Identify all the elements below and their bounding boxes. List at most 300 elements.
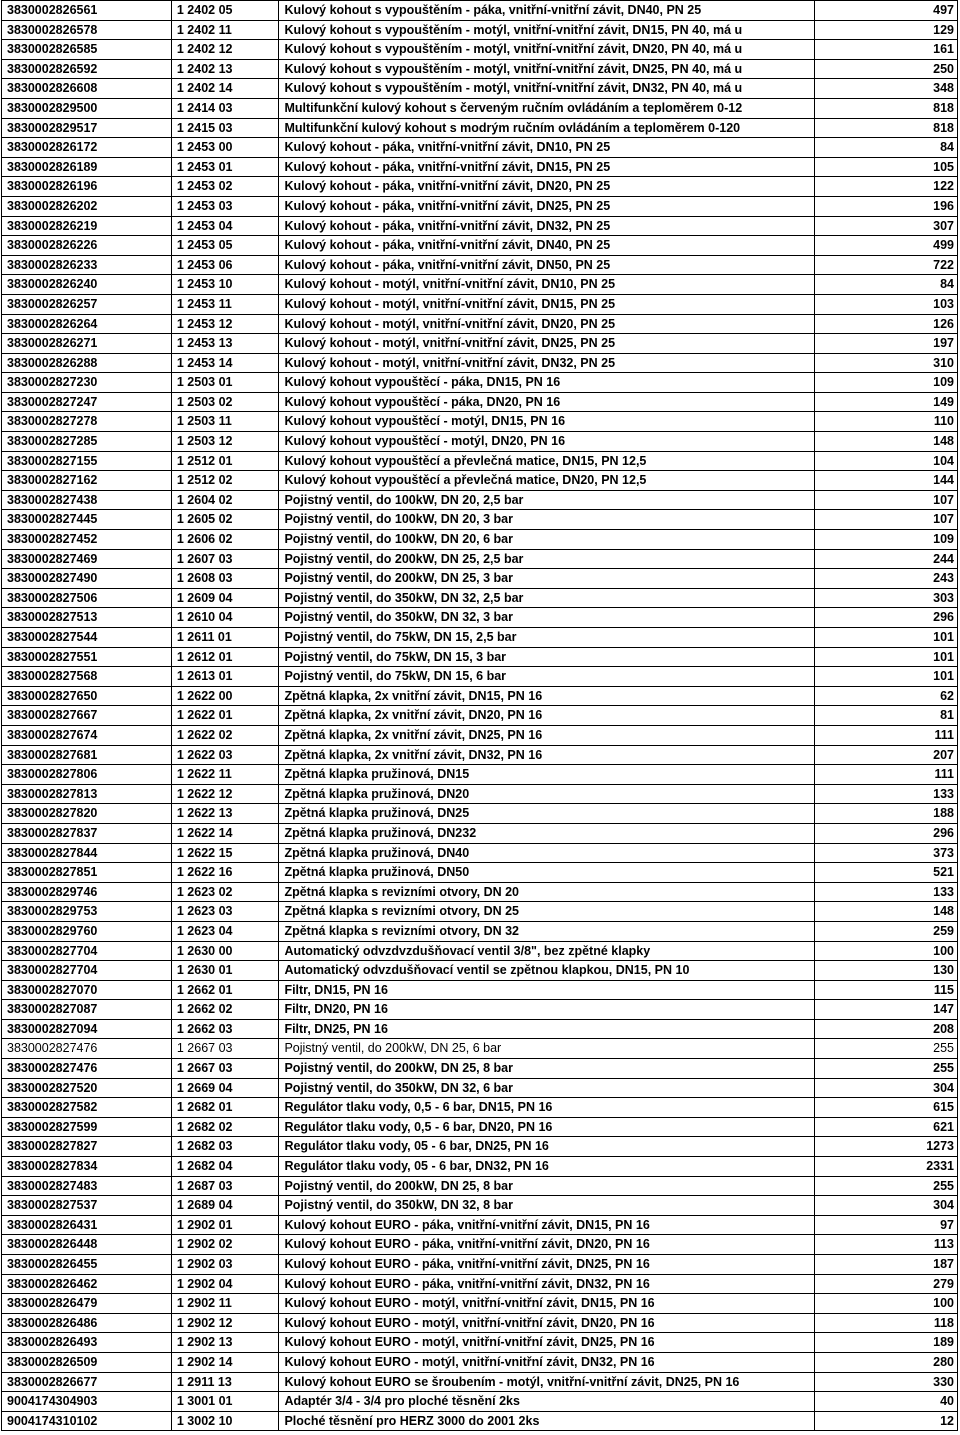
- table-row: [2, 725, 958, 745]
- ean-cell: 3830002827674: [2, 725, 172, 745]
- ean-cell: 3830002826189: [2, 157, 172, 177]
- table-row: [2, 647, 958, 667]
- table-row: [2, 1352, 958, 1372]
- table-row: [2, 1215, 958, 1235]
- price-cell: 101: [815, 647, 958, 667]
- description-cell: Regulátor tlaku vody, 0,5 - 6 bar, DN15, PN 16: [279, 1098, 815, 1118]
- price-cell: 100: [815, 1294, 958, 1314]
- product-code-cell: 1 2610 04: [171, 608, 279, 628]
- table-row: [2, 138, 958, 158]
- description-cell: Kulový kohout EURO - motýl, vnitřní-vnitřní závit, DN32, PN 16: [279, 1352, 815, 1372]
- price-cell: 110: [815, 412, 958, 432]
- ean-cell: 3830002827438: [2, 490, 172, 510]
- ean-cell: 9004174304903: [2, 1392, 172, 1412]
- product-code-cell: 1 2611 01: [171, 628, 279, 648]
- price-cell: 107: [815, 510, 958, 530]
- table-row: [2, 902, 958, 922]
- table-row: [2, 784, 958, 804]
- description-cell: Zpětná klapka pružinová, DN40: [279, 843, 815, 863]
- price-cell: 499: [815, 236, 958, 256]
- table-row: [2, 20, 958, 40]
- product-code-cell: 1 2902 01: [171, 1215, 279, 1235]
- description-cell: Pojistný ventil, do 350kW, DN 32, 6 bar: [279, 1078, 815, 1098]
- ean-cell: 3830002826493: [2, 1333, 172, 1353]
- table-row: [2, 432, 958, 452]
- product-code-cell: 1 2609 04: [171, 588, 279, 608]
- table-row: [2, 530, 958, 550]
- product-code-cell: 1 2453 13: [171, 334, 279, 354]
- product-code-cell: 1 2453 03: [171, 196, 279, 216]
- price-cell: 109: [815, 530, 958, 550]
- description-cell: Pojistný ventil, do 350kW, DN 32, 3 bar: [279, 608, 815, 628]
- table-row: [2, 921, 958, 941]
- description-cell: Kulový kohout - páka, vnitřní-vnitřní závit, DN32, PN 25: [279, 216, 815, 236]
- ean-cell: 3830002826578: [2, 20, 172, 40]
- ean-cell: 3830002826233: [2, 255, 172, 275]
- ean-cell: 9004174310102: [2, 1411, 172, 1431]
- product-code-cell: 1 2902 13: [171, 1333, 279, 1353]
- product-code-cell: 1 2682 04: [171, 1157, 279, 1177]
- product-code-cell: 1 2902 11: [171, 1294, 279, 1314]
- product-code-cell: 1 2453 10: [171, 275, 279, 295]
- price-cell: 129: [815, 20, 958, 40]
- table-row: [2, 549, 958, 569]
- ean-cell: 3830002827476: [2, 1059, 172, 1079]
- description-cell: Pojistný ventil, do 350kW, DN 32, 2,5 bar: [279, 588, 815, 608]
- description-cell: Zpětná klapka, 2x vnitřní závit, DN32, PN 16: [279, 745, 815, 765]
- price-cell: 111: [815, 765, 958, 785]
- product-code-cell: 1 2623 03: [171, 902, 279, 922]
- price-cell: 818: [815, 98, 958, 118]
- price-cell: 373: [815, 843, 958, 863]
- price-cell: 40: [815, 1392, 958, 1412]
- product-code-cell: 1 2902 03: [171, 1255, 279, 1275]
- ean-cell: 3830002826271: [2, 334, 172, 354]
- description-cell: Kulový kohout vypouštěcí a převlečná matice, DN20, PN 12,5: [279, 471, 815, 491]
- price-cell: 144: [815, 471, 958, 491]
- ean-cell: 3830002827490: [2, 569, 172, 589]
- price-cell: 188: [815, 804, 958, 824]
- price-cell: 615: [815, 1098, 958, 1118]
- description-cell: Kulový kohout vypouštěcí - páka, DN20, PN 16: [279, 392, 815, 412]
- ean-cell: 3830002826608: [2, 79, 172, 99]
- ean-cell: 3830002827094: [2, 1019, 172, 1039]
- description-cell: Zpětná klapka s revizními otvory, DN 20: [279, 882, 815, 902]
- ean-cell: 3830002827506: [2, 588, 172, 608]
- product-code-cell: 1 2606 02: [171, 530, 279, 550]
- description-cell: Pojistný ventil, do 200kW, DN 25, 8 bar: [279, 1176, 815, 1196]
- price-cell: 259: [815, 921, 958, 941]
- ean-cell: 3830002826264: [2, 314, 172, 334]
- description-cell: Kulový kohout EURO - páka, vnitřní-vnitřní závit, DN20, PN 16: [279, 1235, 815, 1255]
- description-cell: Filtr, DN25, PN 16: [279, 1019, 815, 1039]
- description-cell: Regulátor tlaku vody, 05 - 6 bar, DN25, PN 16: [279, 1137, 815, 1157]
- table-row: [2, 98, 958, 118]
- product-code-cell: 1 2453 01: [171, 157, 279, 177]
- ean-cell: 3830002827568: [2, 667, 172, 687]
- description-cell: Zpětná klapka, 2x vnitřní závit, DN20, PN 16: [279, 706, 815, 726]
- product-code-cell: 1 2689 04: [171, 1196, 279, 1216]
- ean-cell: 3830002827834: [2, 1157, 172, 1177]
- ean-cell: 3830002827582: [2, 1098, 172, 1118]
- product-code-cell: 1 2902 04: [171, 1274, 279, 1294]
- price-cell: 101: [815, 628, 958, 648]
- price-cell: 722: [815, 255, 958, 275]
- ean-cell: 3830002827681: [2, 745, 172, 765]
- product-code-cell: 1 2453 12: [171, 314, 279, 334]
- table-row: [2, 1392, 958, 1412]
- description-cell: Regulátor tlaku vody, 0,5 - 6 bar, DN20, PN 16: [279, 1117, 815, 1137]
- product-code-cell: 1 2630 00: [171, 941, 279, 961]
- table-row: [2, 1313, 958, 1333]
- price-cell: 12: [815, 1411, 958, 1431]
- table-row: [2, 1176, 958, 1196]
- table-row: [2, 1294, 958, 1314]
- table-row: [2, 314, 958, 334]
- description-cell: Kulový kohout - páka, vnitřní-vnitřní závit, DN40, PN 25: [279, 236, 815, 256]
- ean-cell: 3830002829746: [2, 882, 172, 902]
- price-cell: 101: [815, 667, 958, 687]
- description-cell: Multifunkční kulový kohout s modrým ručním ovládáním a teploměrem 0-120: [279, 118, 815, 138]
- ean-cell: 3830002827452: [2, 530, 172, 550]
- ean-cell: 3830002827667: [2, 706, 172, 726]
- table-row: [2, 373, 958, 393]
- price-cell: 197: [815, 334, 958, 354]
- description-cell: Kulový kohout vypouštěcí - motýl, DN20, PN 16: [279, 432, 815, 452]
- description-cell: Kulový kohout - motýl, vnitřní-vnitřní závit, DN15, PN 25: [279, 294, 815, 314]
- price-cell: 62: [815, 686, 958, 706]
- table-row: [2, 882, 958, 902]
- ean-cell: 3830002829760: [2, 921, 172, 941]
- price-cell: 133: [815, 784, 958, 804]
- ean-cell: 3830002827070: [2, 980, 172, 1000]
- description-cell: Pojistný ventil, do 200kW, DN 25, 2,5 bar: [279, 549, 815, 569]
- table-row: [2, 823, 958, 843]
- price-list-table: [1, 0, 958, 1431]
- description-cell: Kulový kohout EURO - motýl, vnitřní-vnitřní závit, DN15, PN 16: [279, 1294, 815, 1314]
- table-row: [2, 686, 958, 706]
- price-cell: 81: [815, 706, 958, 726]
- ean-cell: 3830002827820: [2, 804, 172, 824]
- product-code-cell: 1 2453 11: [171, 294, 279, 314]
- ean-cell: 3830002826455: [2, 1255, 172, 1275]
- description-cell: Kulový kohout vypouštěcí a převlečná matice, DN15, PN 12,5: [279, 451, 815, 471]
- description-cell: Kulový kohout - páka, vnitřní-vnitřní závit, DN10, PN 25: [279, 138, 815, 158]
- product-code-cell: 1 2612 01: [171, 647, 279, 667]
- description-cell: Pojistný ventil, do 200kW, DN 25, 3 bar: [279, 569, 815, 589]
- table-row: [2, 451, 958, 471]
- table-row: [2, 157, 958, 177]
- table-row: [2, 118, 958, 138]
- price-cell: 104: [815, 451, 958, 471]
- description-cell: Adaptér 3/4 - 3/4 pro ploché těsnění 2ks: [279, 1392, 815, 1412]
- ean-cell: 3830002826486: [2, 1313, 172, 1333]
- price-cell: 103: [815, 294, 958, 314]
- ean-cell: 3830002827278: [2, 412, 172, 432]
- product-code-cell: 1 2902 12: [171, 1313, 279, 1333]
- product-code-cell: 1 2622 03: [171, 745, 279, 765]
- description-cell: Kulový kohout vypouštěcí - páka, DN15, PN 16: [279, 373, 815, 393]
- table-row: [2, 412, 958, 432]
- product-code-cell: 1 2402 11: [171, 20, 279, 40]
- table-row: [2, 40, 958, 60]
- table-row: [2, 79, 958, 99]
- price-cell: 1273: [815, 1137, 958, 1157]
- product-code-cell: 1 2608 03: [171, 569, 279, 589]
- description-cell: Kulový kohout EURO - motýl, vnitřní-vnitřní závit, DN20, PN 16: [279, 1313, 815, 1333]
- price-cell: 189: [815, 1333, 958, 1353]
- product-code-cell: 1 2902 02: [171, 1235, 279, 1255]
- ean-cell: 3830002826240: [2, 275, 172, 295]
- ean-cell: 3830002827483: [2, 1176, 172, 1196]
- table-row: [2, 628, 958, 648]
- ean-cell: 3830002827520: [2, 1078, 172, 1098]
- description-cell: Filtr, DN20, PN 16: [279, 1000, 815, 1020]
- price-cell: 243: [815, 569, 958, 589]
- description-cell: Kulový kohout EURO - páka, vnitřní-vnitřní závit, DN25, PN 16: [279, 1255, 815, 1275]
- ean-cell: 3830002827087: [2, 1000, 172, 1020]
- price-cell: 244: [815, 549, 958, 569]
- product-code-cell: 1 2902 14: [171, 1352, 279, 1372]
- product-code-cell: 1 2623 04: [171, 921, 279, 941]
- product-code-cell: 1 2622 00: [171, 686, 279, 706]
- table-row: [2, 294, 958, 314]
- price-cell: 279: [815, 1274, 958, 1294]
- price-cell: 280: [815, 1352, 958, 1372]
- description-cell: Kulový kohout - páka, vnitřní-vnitřní závit, DN20, PN 25: [279, 177, 815, 197]
- description-cell: Zpětná klapka, 2x vnitřní závit, DN15, PN 16: [279, 686, 815, 706]
- table-row: [2, 1411, 958, 1431]
- ean-cell: 3830002826448: [2, 1235, 172, 1255]
- table-row: [2, 804, 958, 824]
- price-cell: 304: [815, 1078, 958, 1098]
- product-code-cell: 1 2607 03: [171, 549, 279, 569]
- table-row: [2, 1255, 958, 1275]
- description-cell: Kulový kohout s vypouštěním - motýl, vnitřní-vnitřní závit, DN25, PN 40, má u: [279, 59, 815, 79]
- table-row: [2, 941, 958, 961]
- ean-cell: 3830002827469: [2, 549, 172, 569]
- ean-cell: 3830002827247: [2, 392, 172, 412]
- price-cell: 148: [815, 432, 958, 452]
- product-code-cell: 1 2453 14: [171, 353, 279, 373]
- price-cell: 255: [815, 1039, 958, 1059]
- ean-cell: 3830002829500: [2, 98, 172, 118]
- price-cell: 118: [815, 1313, 958, 1333]
- product-code-cell: 1 2453 02: [171, 177, 279, 197]
- description-cell: Kulový kohout - páka, vnitřní-vnitřní závit, DN15, PN 25: [279, 157, 815, 177]
- ean-cell: 3830002827230: [2, 373, 172, 393]
- table-row: [2, 588, 958, 608]
- ean-cell: 3830002827162: [2, 471, 172, 491]
- product-code-cell: 1 2622 14: [171, 823, 279, 843]
- table-row: [2, 275, 958, 295]
- description-cell: Kulový kohout - motýl, vnitřní-vnitřní závit, DN25, PN 25: [279, 334, 815, 354]
- ean-cell: 3830002827851: [2, 863, 172, 883]
- product-code-cell: 1 2402 14: [171, 79, 279, 99]
- price-list-body: [2, 1, 958, 1431]
- description-cell: Kulový kohout - motýl, vnitřní-vnitřní závit, DN20, PN 25: [279, 314, 815, 334]
- description-cell: Zpětná klapka s revizními otvory, DN 25: [279, 902, 815, 922]
- price-cell: 330: [815, 1372, 958, 1392]
- table-row: [2, 59, 958, 79]
- ean-cell: 3830002826677: [2, 1372, 172, 1392]
- description-cell: Kulový kohout vypouštěcí - motýl, DN15, PN 16: [279, 412, 815, 432]
- table-row: [2, 1059, 958, 1079]
- table-row: [2, 353, 958, 373]
- description-cell: Kulový kohout - páka, vnitřní-vnitřní závit, DN50, PN 25: [279, 255, 815, 275]
- table-row: [2, 765, 958, 785]
- price-cell: 149: [815, 392, 958, 412]
- price-cell: 621: [815, 1117, 958, 1137]
- description-cell: Pojistný ventil, do 100kW, DN 20, 6 bar: [279, 530, 815, 550]
- product-code-cell: 1 2622 15: [171, 843, 279, 863]
- table-row: [2, 667, 958, 687]
- product-code-cell: 1 2662 03: [171, 1019, 279, 1039]
- product-code-cell: 1 2682 02: [171, 1117, 279, 1137]
- product-code-cell: 1 2682 03: [171, 1137, 279, 1157]
- product-code-cell: 1 2415 03: [171, 118, 279, 138]
- table-row: [2, 745, 958, 765]
- product-code-cell: 1 2414 03: [171, 98, 279, 118]
- ean-cell: 3830002826172: [2, 138, 172, 158]
- price-cell: 307: [815, 216, 958, 236]
- price-cell: 109: [815, 373, 958, 393]
- ean-cell: 3830002827650: [2, 686, 172, 706]
- product-code-cell: 1 2622 12: [171, 784, 279, 804]
- ean-cell: 3830002827445: [2, 510, 172, 530]
- product-code-cell: 1 2503 11: [171, 412, 279, 432]
- price-cell: 2331: [815, 1157, 958, 1177]
- description-cell: Kulový kohout - páka, vnitřní-vnitřní závit, DN25, PN 25: [279, 196, 815, 216]
- product-code-cell: 1 2402 13: [171, 59, 279, 79]
- description-cell: Pojistný ventil, do 200kW, DN 25, 8 bar: [279, 1059, 815, 1079]
- price-cell: 111: [815, 725, 958, 745]
- ean-cell: 3830002826585: [2, 40, 172, 60]
- description-cell: Kulový kohout s vypouštěním - motýl, vnitřní-vnitřní závit, DN15, PN 40, má u: [279, 20, 815, 40]
- price-cell: 100: [815, 941, 958, 961]
- description-cell: Zpětná klapka pružinová, DN25: [279, 804, 815, 824]
- ean-cell: 3830002827704: [2, 941, 172, 961]
- price-cell: 97: [815, 1215, 958, 1235]
- product-code-cell: 1 2402 05: [171, 1, 279, 21]
- price-cell: 255: [815, 1176, 958, 1196]
- product-code-cell: 1 2453 00: [171, 138, 279, 158]
- description-cell: Kulový kohout - motýl, vnitřní-vnitřní závit, DN10, PN 25: [279, 275, 815, 295]
- product-code-cell: 1 2622 16: [171, 863, 279, 883]
- product-code-cell: 1 2622 13: [171, 804, 279, 824]
- price-cell: 310: [815, 353, 958, 373]
- table-row: [2, 1039, 958, 1059]
- price-cell: 207: [815, 745, 958, 765]
- ean-cell: 3830002826479: [2, 1294, 172, 1314]
- product-code-cell: 1 2687 03: [171, 1176, 279, 1196]
- product-code-cell: 1 2512 02: [171, 471, 279, 491]
- product-code-cell: 1 2453 05: [171, 236, 279, 256]
- price-cell: 105: [815, 157, 958, 177]
- ean-cell: 3830002829517: [2, 118, 172, 138]
- table-row: [2, 1019, 958, 1039]
- ean-cell: 3830002827599: [2, 1117, 172, 1137]
- description-cell: Pojistný ventil, do 200kW, DN 25, 6 bar: [279, 1039, 815, 1059]
- table-row: [2, 1372, 958, 1392]
- table-row: [2, 392, 958, 412]
- description-cell: Pojistný ventil, do 350kW, DN 32, 8 bar: [279, 1196, 815, 1216]
- description-cell: Automatický odvzdvzdušňovací ventil 3/8", bez zpětné klapky: [279, 941, 815, 961]
- description-cell: Pojistný ventil, do 75kW, DN 15, 3 bar: [279, 647, 815, 667]
- table-row: [2, 510, 958, 530]
- product-code-cell: 1 2622 11: [171, 765, 279, 785]
- table-row: [2, 236, 958, 256]
- product-code-cell: 1 2682 01: [171, 1098, 279, 1118]
- price-cell: 187: [815, 1255, 958, 1275]
- price-cell: 133: [815, 882, 958, 902]
- price-cell: 255: [815, 1059, 958, 1079]
- product-code-cell: 1 2605 02: [171, 510, 279, 530]
- description-cell: Zpětná klapka pružinová, DN50: [279, 863, 815, 883]
- product-code-cell: 1 2623 02: [171, 882, 279, 902]
- ean-cell: 3830002827806: [2, 765, 172, 785]
- table-row: [2, 1, 958, 21]
- description-cell: Regulátor tlaku vody, 05 - 6 bar, DN32, PN 16: [279, 1157, 815, 1177]
- table-row: [2, 334, 958, 354]
- price-cell: 161: [815, 40, 958, 60]
- product-code-cell: 1 2622 02: [171, 725, 279, 745]
- ean-cell: 3830002827544: [2, 628, 172, 648]
- table-row: [2, 569, 958, 589]
- price-cell: 296: [815, 823, 958, 843]
- table-row: [2, 961, 958, 981]
- description-cell: Kulový kohout s vypouštěním - motýl, vnitřní-vnitřní závit, DN32, PN 40, má u: [279, 79, 815, 99]
- price-cell: 296: [815, 608, 958, 628]
- product-code-cell: 1 2622 01: [171, 706, 279, 726]
- table-row: [2, 608, 958, 628]
- description-cell: Kulový kohout - motýl, vnitřní-vnitřní závit, DN32, PN 25: [279, 353, 815, 373]
- table-row: [2, 1137, 958, 1157]
- product-code-cell: 1 2667 03: [171, 1059, 279, 1079]
- description-cell: Kulový kohout s vypouštěním - páka, vnitřní-vnitřní závit, DN40, PN 25: [279, 1, 815, 21]
- price-cell: 122: [815, 177, 958, 197]
- table-row: [2, 216, 958, 236]
- ean-cell: 3830002826202: [2, 196, 172, 216]
- table-row: [2, 1098, 958, 1118]
- ean-cell: 3830002827844: [2, 843, 172, 863]
- ean-cell: 3830002826592: [2, 59, 172, 79]
- table-row: [2, 980, 958, 1000]
- description-cell: Automatický odvzdušňovací ventil se zpětnou klapkou, DN15, PN 10: [279, 961, 815, 981]
- ean-cell: 3830002827813: [2, 784, 172, 804]
- ean-cell: 3830002827537: [2, 1196, 172, 1216]
- ean-cell: 3830002826257: [2, 294, 172, 314]
- product-code-cell: 1 2669 04: [171, 1078, 279, 1098]
- product-code-cell: 1 2662 01: [171, 980, 279, 1000]
- ean-cell: 3830002827285: [2, 432, 172, 452]
- description-cell: Zpětná klapka pružinová, DN232: [279, 823, 815, 843]
- product-code-cell: 1 3002 10: [171, 1411, 279, 1431]
- description-cell: Kulový kohout s vypouštěním - motýl, vnitřní-vnitřní závit, DN20, PN 40, má u: [279, 40, 815, 60]
- table-row: [2, 490, 958, 510]
- product-code-cell: 1 2503 12: [171, 432, 279, 452]
- ean-cell: 3830002827476: [2, 1039, 172, 1059]
- description-cell: Pojistný ventil, do 100kW, DN 20, 3 bar: [279, 510, 815, 530]
- product-code-cell: 1 2503 01: [171, 373, 279, 393]
- description-cell: Zpětná klapka pružinová, DN15: [279, 765, 815, 785]
- table-row: [2, 1078, 958, 1098]
- table-row: [2, 1157, 958, 1177]
- product-code-cell: 1 2613 01: [171, 667, 279, 687]
- price-cell: 818: [815, 118, 958, 138]
- price-cell: 126: [815, 314, 958, 334]
- product-code-cell: 1 2402 12: [171, 40, 279, 60]
